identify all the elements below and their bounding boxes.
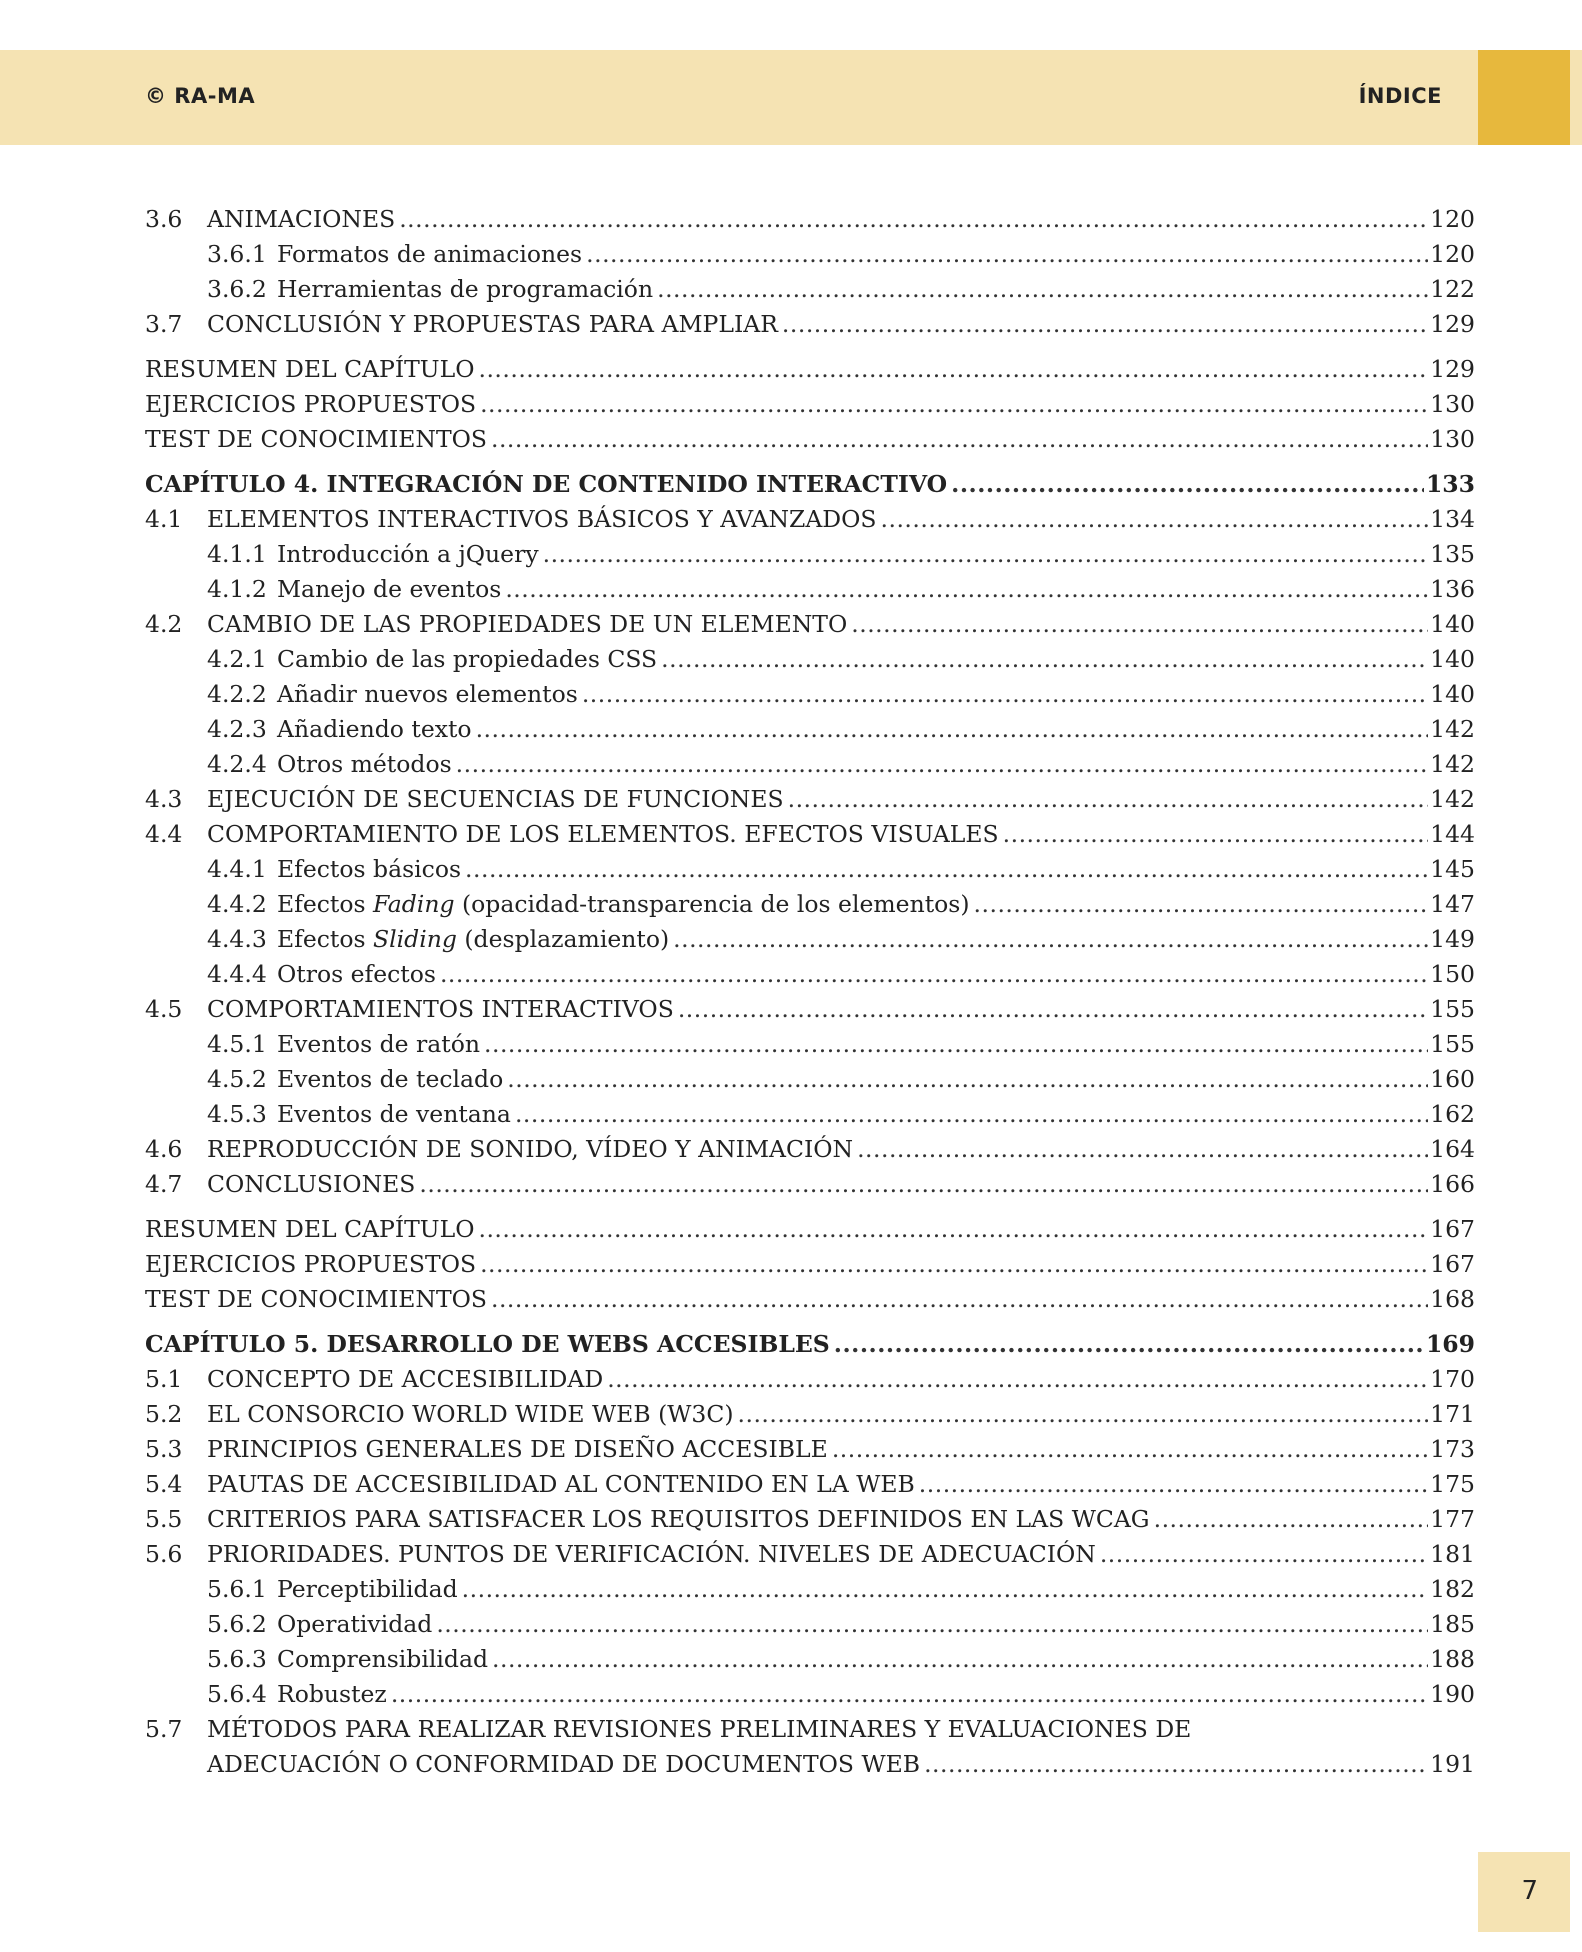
entry-title: EJERCICIOS PROPUESTOS (145, 1250, 477, 1278)
entry-page: 122 (1430, 275, 1475, 303)
entry-title: Perceptibilidad (277, 1575, 458, 1603)
leader-dots (399, 202, 1428, 237)
entry-number: 3.6 (145, 205, 183, 233)
entry-page: 181 (1430, 1540, 1475, 1568)
entry-number: 5.6.3 (207, 1645, 267, 1673)
entry-page: 167 (1430, 1250, 1475, 1278)
entry-page: 166 (1430, 1170, 1475, 1198)
entry-title: EL CONSORCIO WORLD WIDE WEB (W3C) (207, 1400, 734, 1428)
leader-dots (851, 607, 1428, 642)
entry-title: Otros efectos (277, 960, 436, 988)
toc-entry[interactable] (145, 387, 1475, 422)
entry-page: 169 (1425, 1330, 1475, 1358)
toc-entry[interactable] (145, 1712, 1475, 1747)
toc-entry[interactable] (145, 1027, 1475, 1062)
entry-page: 129 (1430, 355, 1475, 383)
entry-page: 149 (1430, 925, 1475, 953)
toc-entry[interactable] (145, 922, 1475, 957)
entry-number: 5.5 (145, 1505, 183, 1533)
entry-title: CRITERIOS PARA SATISFACER LOS REQUISITOS DEFINIDOS EN LAS WCAG (207, 1505, 1150, 1533)
entry-title: Añadir nuevos elementos (277, 680, 578, 708)
entry-number: 4.5.2 (207, 1065, 267, 1093)
entry-page: 188 (1430, 1645, 1475, 1673)
leader-dots (788, 782, 1429, 817)
entry-title: RESUMEN DEL CAPÍTULO (145, 1215, 475, 1243)
entry-title: CONCEPTO DE ACCESIBILIDAD (207, 1365, 604, 1393)
entry-title: PRINCIPIOS GENERALES DE DISEÑO ACCESIBLE (207, 1435, 828, 1463)
section-label: ÍNDICE (1358, 84, 1442, 108)
toc-entry[interactable] (145, 1677, 1475, 1712)
entry-title: Cambio de las propiedades CSS (277, 645, 658, 673)
entry-number: 4.4.4 (207, 960, 267, 988)
entry-number: 3.6.1 (207, 240, 267, 268)
entry-title: PRIORIDADES. PUNTOS DE VERIFICACIÓN. NIVELES DE ADECUACIÓN (207, 1540, 1096, 1568)
entry-page: 191 (1430, 1750, 1475, 1778)
entry-page: 130 (1430, 425, 1475, 453)
entry-page: 177 (1430, 1505, 1475, 1533)
entry-page: 185 (1430, 1610, 1475, 1638)
entry-title: CONCLUSIÓN Y PROPUESTAS PARA AMPLIAR (207, 310, 778, 338)
entry-number: 4.2.1 (207, 645, 267, 673)
leader-dots (782, 307, 1428, 342)
leader-dots (391, 1677, 1428, 1712)
entry-title: Comprensibilidad (277, 1645, 488, 1673)
entry-number: 4.2.3 (207, 715, 267, 743)
entry-page: 142 (1430, 785, 1475, 813)
entry-number: 4.6 (145, 1135, 183, 1163)
leader-dots (484, 1027, 1428, 1062)
entry-page: 162 (1430, 1100, 1475, 1128)
toc-entry[interactable] (145, 1607, 1475, 1642)
leader-dots (832, 1432, 1428, 1467)
entry-page: 175 (1430, 1470, 1475, 1498)
entry-title: COMPORTAMIENTO DE LOS ELEMENTOS. EFECTOS VISUALES (207, 820, 999, 848)
entry-page: 167 (1430, 1215, 1475, 1243)
entry-number: 4.1.2 (207, 575, 267, 603)
entry-number: 5.4 (145, 1470, 183, 1498)
entry-title: COMPORTAMIENTOS INTERACTIVOS (207, 995, 674, 1023)
leader-dots (465, 852, 1428, 887)
toc-entry[interactable] (145, 957, 1475, 992)
toc-entry[interactable] (145, 782, 1475, 817)
toc-entry[interactable] (145, 1167, 1475, 1202)
toc-entry[interactable] (145, 1062, 1475, 1097)
toc-entry[interactable] (145, 852, 1475, 887)
entry-title: RESUMEN DEL CAPÍTULO (145, 355, 475, 383)
toc-entry[interactable] (145, 1467, 1475, 1502)
entry-title: Operatividad (277, 1610, 433, 1638)
leader-dots (924, 1747, 1428, 1782)
entry-title-continuation: ADECUACIÓN O CONFORMIDAD DE DOCUMENTOS WEB (207, 1750, 921, 1778)
entry-number: 5.2 (145, 1400, 183, 1428)
entry-page: 155 (1430, 995, 1475, 1023)
leader-dots (476, 712, 1429, 747)
toc-entry[interactable] (145, 1362, 1475, 1397)
leader-dots (507, 1062, 1428, 1097)
leader-dots (1100, 1537, 1428, 1572)
leader-dots (1154, 1502, 1429, 1537)
entry-title (277, 922, 669, 957)
leader-dots (1003, 817, 1429, 852)
toc-entry[interactable] (145, 992, 1475, 1027)
leader-dots (491, 422, 1428, 457)
entry-title: PAUTAS DE ACCESIBILIDAD AL CONTENIDO EN LA WEB (207, 1470, 915, 1498)
toc-entry[interactable] (145, 887, 1475, 922)
toc-entry[interactable] (145, 202, 1475, 237)
entry-number: 4.5 (145, 995, 183, 1023)
toc-entry[interactable] (145, 1537, 1475, 1572)
leader-dots (515, 1097, 1428, 1132)
title-suffix: (opacidad-transparencia de los elementos) (454, 890, 970, 918)
entry-number: 5.3 (145, 1435, 183, 1463)
leader-dots (661, 642, 1428, 677)
table-of-contents (145, 202, 1475, 1782)
toc-entry[interactable] (145, 1282, 1475, 1317)
leader-dots (480, 387, 1428, 422)
entry-title: REPRODUCCIÓN DE SONIDO, VÍDEO Y ANIMACIÓN (207, 1135, 854, 1163)
entry-number: 5.6 (145, 1540, 183, 1568)
leader-dots (919, 1467, 1428, 1502)
leader-dots (582, 677, 1428, 712)
entry-number: 4.2 (145, 610, 183, 638)
title-suffix: (desplazamiento) (456, 925, 670, 953)
entry-page: 130 (1430, 390, 1475, 418)
entry-title: Robustez (277, 1680, 387, 1708)
entry-title: CAMBIO DE LAS PROPIEDADES DE UN ELEMENTO (207, 610, 848, 638)
entry-page: 140 (1430, 680, 1475, 708)
entry-title: Eventos de teclado (277, 1065, 504, 1093)
title-prefix: Efectos (277, 925, 374, 953)
entry-page: 147 (1430, 890, 1475, 918)
leader-dots (492, 1642, 1428, 1677)
leader-dots (974, 887, 1429, 922)
toc-entry[interactable] (145, 677, 1475, 712)
entry-page: 160 (1430, 1065, 1475, 1093)
entry-page: 145 (1430, 855, 1475, 883)
entry-page: 168 (1430, 1285, 1475, 1313)
entry-title (277, 887, 970, 922)
leader-dots (678, 992, 1428, 1027)
leader-dots (456, 747, 1428, 782)
entry-title: MÉTODOS PARA REALIZAR REVISIONES PRELIMINARES Y EVALUACIONES DE (207, 1715, 1192, 1743)
leader-dots (881, 502, 1429, 537)
entry-page: 170 (1430, 1365, 1475, 1393)
leader-dots (857, 1132, 1428, 1167)
leader-dots (673, 922, 1428, 957)
leader-dots (480, 1247, 1428, 1282)
leader-dots (607, 1362, 1428, 1397)
entry-page: 129 (1430, 310, 1475, 338)
toc-entry[interactable] (145, 1397, 1475, 1432)
entry-number: 5.6.1 (207, 1575, 267, 1603)
entry-title: Eventos de ratón (277, 1030, 480, 1058)
entry-number: 4.2.2 (207, 680, 267, 708)
entry-number: 4.5.1 (207, 1030, 267, 1058)
entry-number: 4.4.1 (207, 855, 267, 883)
leader-dots (543, 537, 1429, 572)
chapter-title: CAPÍTULO 5. DESARROLLO DE WEBS ACCESIBLES (145, 1330, 830, 1358)
entry-number: 4.2.4 (207, 750, 267, 778)
toc-entry[interactable] (145, 1502, 1475, 1537)
toc-entry[interactable] (145, 537, 1475, 572)
leader-dots (491, 1282, 1428, 1317)
leader-dots (505, 572, 1428, 607)
entry-page: 155 (1430, 1030, 1475, 1058)
entry-page: 173 (1430, 1435, 1475, 1463)
leader-dots (951, 467, 1424, 502)
entry-page: 190 (1430, 1680, 1475, 1708)
entry-number: 4.4 (145, 820, 183, 848)
entry-number: 4.1 (145, 505, 183, 533)
leader-dots (586, 237, 1428, 272)
entry-title: TEST DE CONOCIMIENTOS (145, 1285, 487, 1313)
toc-entry[interactable] (145, 712, 1475, 747)
toc-entry[interactable] (145, 747, 1475, 782)
leader-dots (738, 1397, 1429, 1432)
entry-number: 5.1 (145, 1365, 183, 1393)
entry-number: 4.4.2 (207, 890, 267, 918)
entry-number: 4.5.3 (207, 1100, 267, 1128)
leader-dots (478, 1212, 1428, 1247)
entry-page: 140 (1430, 645, 1475, 673)
entry-page: 171 (1430, 1400, 1475, 1428)
entry-title: ANIMACIONES (207, 205, 396, 233)
chapter-heading[interactable] (145, 467, 1475, 502)
entry-title: Efectos básicos (277, 855, 462, 883)
toc-entry[interactable] (145, 642, 1475, 677)
entry-title: Herramientas de programación (277, 275, 654, 303)
entry-number: 4.7 (145, 1170, 183, 1198)
entry-title: Formatos de animaciones (277, 240, 583, 268)
leader-dots (462, 1572, 1428, 1607)
entry-title: Añadiendo texto (277, 715, 472, 743)
entry-title: Otros métodos (277, 750, 452, 778)
entry-page: 164 (1430, 1135, 1475, 1163)
entry-title: TEST DE CONOCIMIENTOS (145, 425, 487, 453)
entry-number: 3.6.2 (207, 275, 267, 303)
title-prefix: Efectos (277, 890, 374, 918)
title-emphasis: Sliding (373, 925, 457, 953)
toc-entry[interactable] (145, 1212, 1475, 1247)
entry-page: 140 (1430, 610, 1475, 638)
entry-number: 5.6.2 (207, 1610, 267, 1638)
toc-entry[interactable] (145, 1572, 1475, 1607)
toc-entry[interactable] (145, 422, 1475, 457)
leader-dots (478, 352, 1428, 387)
entry-title: EJECUCIÓN DE SECUENCIAS DE FUNCIONES (207, 785, 784, 813)
entry-page: 133 (1425, 470, 1475, 498)
toc-entry[interactable] (145, 607, 1475, 642)
entry-number: 4.4.3 (207, 925, 267, 953)
leader-dots (419, 1167, 1428, 1202)
header-tab (1478, 50, 1570, 145)
chapter-heading[interactable] (145, 1327, 1475, 1362)
entry-page: 134 (1430, 505, 1475, 533)
page-number: 7 (1521, 1876, 1538, 1906)
entry-number: 5.7 (145, 1715, 183, 1743)
entry-title: EJERCICIOS PROPUESTOS (145, 390, 477, 418)
toc-entry[interactable] (145, 1247, 1475, 1282)
entry-page: 182 (1430, 1575, 1475, 1603)
entry-number: 4.1.1 (207, 540, 267, 568)
entry-page: 120 (1430, 205, 1475, 233)
leader-dots (436, 1607, 1428, 1642)
entry-number: 3.7 (145, 310, 183, 338)
chapter-title: CAPÍTULO 4. INTEGRACIÓN DE CONTENIDO INTERACTIVO (145, 470, 948, 498)
entry-title: ELEMENTOS INTERACTIVOS BÁSICOS Y AVANZADOS (207, 505, 877, 533)
toc-entry[interactable] (145, 272, 1475, 307)
toc-entry[interactable] (145, 1132, 1475, 1167)
entry-page: 120 (1430, 240, 1475, 268)
entry-title: Eventos de ventana (277, 1100, 511, 1128)
toc-entry[interactable] (145, 352, 1475, 387)
publisher-label: © RA-MA (145, 84, 256, 108)
entry-number: 4.3 (145, 785, 183, 813)
toc-entry[interactable] (145, 1642, 1475, 1677)
entry-page: 144 (1430, 820, 1475, 848)
title-emphasis: Fading (373, 890, 455, 918)
entry-title: Manejo de eventos (277, 575, 502, 603)
toc-entry[interactable] (145, 572, 1475, 607)
leader-dots (440, 957, 1428, 992)
leader-dots (834, 1327, 1424, 1362)
toc-entry[interactable] (145, 307, 1475, 342)
entry-page: 136 (1430, 575, 1475, 603)
toc-entry[interactable] (145, 1097, 1475, 1132)
entry-number: 5.6.4 (207, 1680, 267, 1708)
leader-dots (657, 272, 1428, 307)
toc-entry-continuation[interactable] (145, 1747, 1475, 1782)
entry-page: 135 (1430, 540, 1475, 568)
entry-page: 150 (1430, 960, 1475, 988)
toc-entry[interactable] (145, 817, 1475, 852)
toc-entry[interactable] (145, 1432, 1475, 1467)
entry-title: Introducción a jQuery (277, 540, 539, 568)
entry-title: CONCLUSIONES (207, 1170, 416, 1198)
entry-page: 142 (1430, 715, 1475, 743)
toc-entry[interactable] (145, 502, 1475, 537)
toc-entry[interactable] (145, 237, 1475, 272)
entry-page: 142 (1430, 750, 1475, 778)
